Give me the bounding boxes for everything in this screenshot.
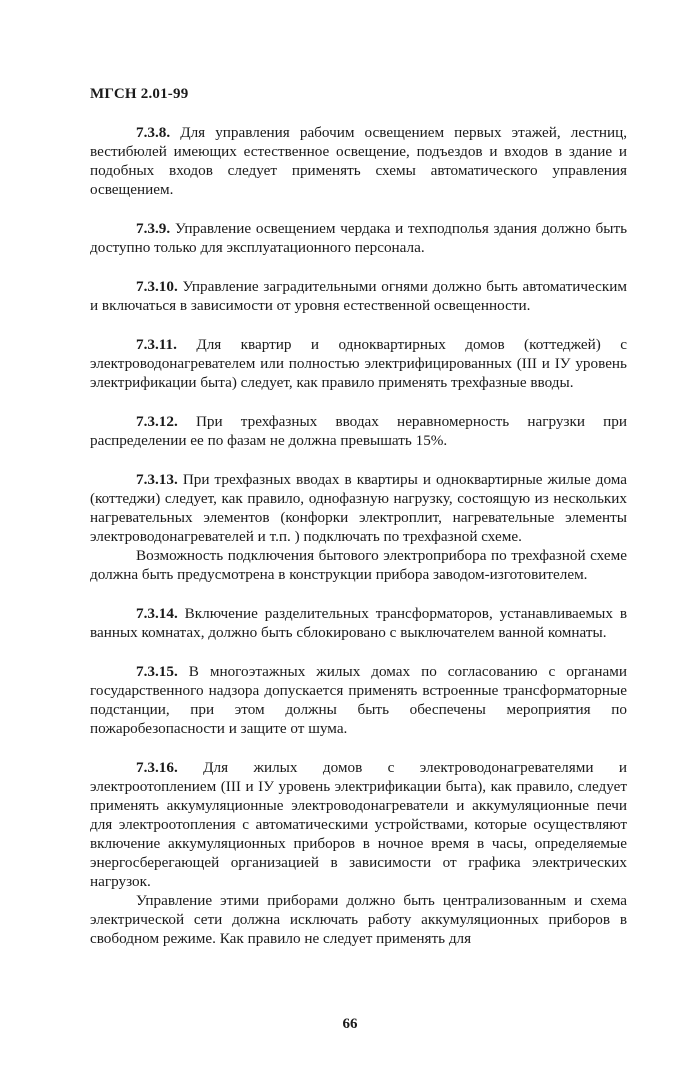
clause-paragraph bbox=[90, 335, 627, 392]
clause-number: 7.3.12. bbox=[136, 413, 178, 430]
clause-text: Для квартир и одноквартирных домов (коттеджей) с электроводонагревателем или полностью электрифицированных (III и IУ уровень электрификации быта) следует, как правило применять трехфазные вводы. bbox=[90, 336, 628, 391]
clause-paragraph bbox=[90, 662, 627, 738]
clause-paragraph bbox=[90, 412, 627, 450]
clause-text: Для жилых домов с электроводонагревателями и электроотоплением (III и IУ уровень электрификации быта), как правило, следует применять аккумуляционные электроводонагреватели и аккумуляционные печи для электроотопления с автоматическими устройствами, которые осуществляют включение аккумуляционных приборов в ночное время в часы, определяемые энергосберегающей организацией в зависимости от графика электрических нагрузок. bbox=[90, 759, 627, 890]
clause-7-3-12 bbox=[90, 412, 627, 450]
clause-7-3-16 bbox=[90, 758, 627, 948]
clause-number: 7.3.8. bbox=[136, 124, 171, 141]
clause-number: 7.3.14. bbox=[136, 605, 178, 622]
clause-text: Возможность подключения бытового электроприбора по трехфазной схеме должна быть предусмотрена в конструкции прибора заводом-изготовителем. bbox=[90, 547, 627, 583]
clause-7-3-13 bbox=[90, 470, 627, 584]
clause-7-3-14 bbox=[90, 604, 627, 642]
clause-paragraph bbox=[90, 219, 627, 257]
clause-text: Включение разделительных трансформаторов, устанавливаемых в ванных комнатах, должно быть сблокировано с выключателем ванной комнаты. bbox=[90, 605, 627, 641]
clause-paragraph bbox=[90, 470, 627, 546]
clause-number: 7.3.16. bbox=[136, 759, 178, 776]
clause-7-3-9 bbox=[90, 219, 627, 257]
clause-paragraph bbox=[90, 891, 627, 948]
clause-number: 7.3.15. bbox=[136, 663, 178, 680]
page-number: 66 bbox=[342, 1016, 358, 1032]
clause-paragraph bbox=[90, 758, 627, 891]
clause-text: Управление заградительными огнями должно быть автоматическим и включаться в зависимости от уровня естественной освещенности. bbox=[90, 278, 628, 314]
clause-text: При трехфазных вводах неравномерность нагрузки при распределении ее по фазам не должна превышать 15%. bbox=[90, 413, 627, 449]
clause-number: 7.3.9. bbox=[136, 220, 171, 237]
clause-paragraph bbox=[90, 604, 627, 642]
clause-number: 7.3.11. bbox=[136, 336, 177, 353]
document-body bbox=[90, 123, 627, 968]
clause-7-3-11 bbox=[90, 335, 627, 392]
clause-text: Управление этими приборами должно быть централизованным и схема электрической сети должна исключать работу аккумуляционных приборов в свободном режиме. Как правило не следует применять для bbox=[90, 892, 627, 947]
clause-number: 7.3.13. bbox=[136, 471, 178, 488]
clause-text: Для управления рабочим освещением первых этажей, лестниц, вестибюлей имеющих естественное освещение, подъездов и входов в здание и подобных входов следует применять схемы автоматического управления освещением. bbox=[90, 124, 628, 198]
clause-paragraph bbox=[90, 123, 627, 199]
clause-7-3-15 bbox=[90, 662, 627, 738]
document-code-header: МГСН 2.01-99 bbox=[90, 86, 189, 102]
clause-paragraph bbox=[90, 546, 627, 584]
clause-7-3-8 bbox=[90, 123, 627, 199]
clause-7-3-10 bbox=[90, 277, 627, 315]
clause-text: В многоэтажных жилых домах по согласованию с органами государственного надзора допускается применять встроенные трансформаторные подстанции, при этом должны быть обеспечены мероприятия по пожаробезопасности и защите от шума. bbox=[90, 663, 628, 737]
clause-number: 7.3.10. bbox=[136, 278, 178, 295]
clause-paragraph bbox=[90, 277, 627, 315]
clause-text: Управление освещением чердака и техподполья здания должно быть доступно только для эксплуатационного персонала. bbox=[90, 220, 628, 256]
clause-text: При трехфазных вводах в квартиры и одноквартирные жилые дома (коттеджи) следует, как правило, однофазную нагрузку, состоящую из нескольких нагревательных элементов (конфорки электроплит, нагревательные элементы электроводонагревателей и т.п. ) подключать по трехфазной схеме. bbox=[90, 471, 628, 545]
